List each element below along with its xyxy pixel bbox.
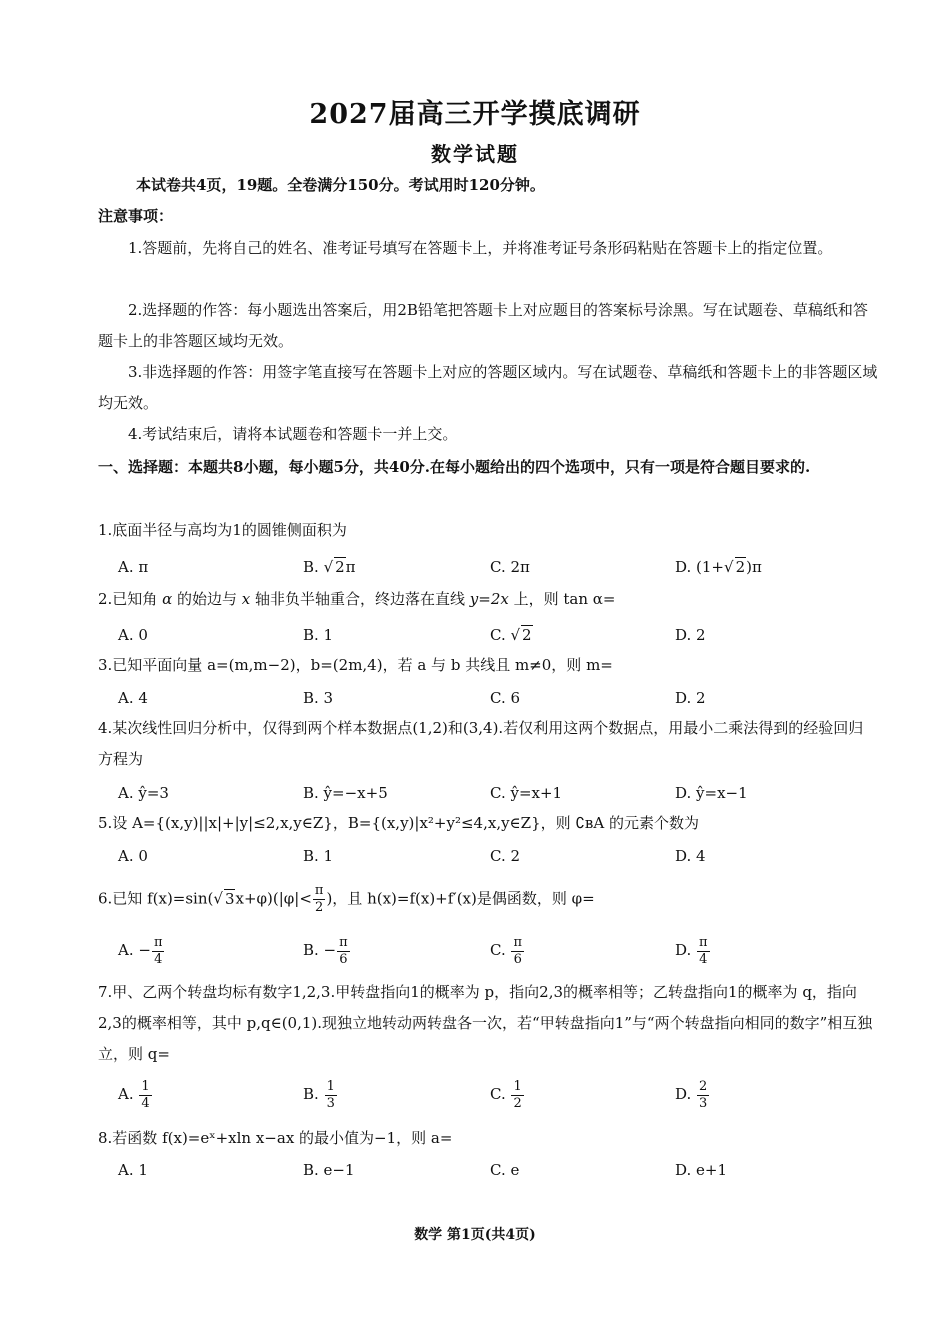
option-c xyxy=(490,934,525,968)
option-a xyxy=(118,1078,153,1112)
option-c: C. 2 xyxy=(490,847,521,865)
stem-text: 上，则 tan α= xyxy=(508,590,616,608)
question-1-stem: 1.底面半径与高均为1的圆锥侧面积为 xyxy=(98,521,347,539)
fraction xyxy=(139,1079,151,1112)
notice-item-4: 4.考试结束后，请将本试题卷和答题卡一并上交。 xyxy=(128,425,458,443)
notice-heading: 注意事项： xyxy=(98,207,174,225)
sqrt-radicand: 2 xyxy=(735,558,746,576)
fraction xyxy=(511,935,524,968)
question-2-stem xyxy=(98,584,878,615)
stem-text: 的始边与 xyxy=(172,590,242,608)
option-c: C. ŷ=x+1 xyxy=(490,784,563,802)
fraction xyxy=(697,1079,709,1112)
option-letter: B. xyxy=(303,558,324,576)
question-5-options xyxy=(118,840,878,872)
option-d: D. 4 xyxy=(675,847,706,865)
option-b: B. ŷ=−x+5 xyxy=(303,784,388,802)
option-b xyxy=(303,934,351,968)
option-letter: B. xyxy=(303,1085,324,1103)
question-7-stem: 7.甲、乙两个转盘均标有数字1,2,3.甲转盘指向1的概率为 p，指向2,3的概率相等；乙转盘指向1的概率为 q，指向2,3的概率相等，其中 p,q∈(0,1).现独立地转动两转盘各一次，若“甲转盘指向1”与“两个转盘指向相同的数字”相互独立，则 q= xyxy=(98,983,873,1063)
option-a: A. 1 xyxy=(118,1161,148,1179)
option-a: A. π xyxy=(118,558,149,576)
question-4-options xyxy=(118,777,878,809)
fraction-denominator: 4 xyxy=(141,1095,150,1111)
fraction-numerator: π xyxy=(314,883,324,898)
fraction-numerator: π xyxy=(699,934,708,950)
stem-var: y=2x xyxy=(469,590,509,608)
fraction xyxy=(152,935,165,968)
fraction-numerator: 2 xyxy=(699,1078,708,1094)
fraction-denominator: 4 xyxy=(699,951,708,967)
exam-info: 本试卷共4页，19题。全卷满分150分。考试用时120分钟。 xyxy=(136,176,545,194)
fraction-denominator: 3 xyxy=(699,1095,708,1111)
option-letter: D. xyxy=(675,1085,697,1103)
option-letter: D. xyxy=(675,941,697,959)
fraction xyxy=(313,883,326,916)
fraction-denominator: 2 xyxy=(513,1095,522,1111)
stem-text: 2.已知角 xyxy=(98,590,163,608)
option-b: B. 1 xyxy=(303,847,334,865)
fraction xyxy=(511,1079,523,1112)
question-6-options xyxy=(118,934,878,970)
option-a: A. ŷ=3 xyxy=(118,784,169,802)
question-8-options xyxy=(118,1154,878,1186)
notice-item-3: 3.非选择题的作答：用签字笔直接写在答题卡上对应的答题区域内。写在试题卷、草稿纸和答题卡上的非答题区域均无效。 xyxy=(98,363,878,412)
option-letter: B. − xyxy=(303,941,337,959)
option-b xyxy=(303,1078,338,1112)
fraction xyxy=(325,1079,337,1112)
fraction-denominator: 6 xyxy=(339,951,348,967)
option-a: A. 4 xyxy=(118,689,148,707)
option-letter: A. xyxy=(118,1085,139,1103)
question-3-stem: 3.已知平面向量 a=(m,m−2)，b=(2m,4)，若 a 与 b 共线且 m≠0，则 m= xyxy=(98,656,613,674)
option-letter: C. xyxy=(490,1085,511,1103)
option-d xyxy=(675,1078,710,1112)
fraction-numerator: π xyxy=(153,934,163,950)
option-d xyxy=(675,934,711,968)
option-b: B. 1 xyxy=(303,626,334,644)
option-d: D. (1+√ 2)π xyxy=(675,558,762,576)
option-a: A. 0 xyxy=(118,626,148,644)
fraction-denominator: 2 xyxy=(315,900,324,915)
fraction-numerator: 1 xyxy=(141,1078,150,1094)
section-title: 一、选择题：本题共8小题，每小题5分，共40分.在每小题给出的四个选项中，只有一项是符合题目要求的. xyxy=(98,458,811,476)
option-d: D. 2 xyxy=(675,689,706,707)
option-letter: C. xyxy=(490,626,511,644)
question-6-stem: 6.已知 f(x)=sin(√ 3x+φ)(|φ|< $\frac{\pi}{2}$ )，且 h(x)=f(x)+f′(x)是偶函数，则 φ= xyxy=(98,883,595,915)
option-b: B. 3 xyxy=(303,689,334,707)
option-d: D. 2 xyxy=(675,626,706,644)
option-c: C. 6 xyxy=(490,689,521,707)
question-1-options xyxy=(118,551,878,583)
sqrt-radicand: 3 xyxy=(224,889,235,908)
fraction-denominator: 6 xyxy=(513,951,522,967)
question-3-options xyxy=(118,682,878,714)
fraction-numerator: π xyxy=(513,934,523,950)
option-value: π xyxy=(345,558,356,576)
fraction xyxy=(697,935,710,968)
stem-text: )，且 h(x)=f(x)+f′(x)是偶函数，则 φ= xyxy=(326,889,595,908)
option-c: C. √ 2 xyxy=(490,626,532,644)
question-2-options xyxy=(118,619,878,651)
notice-item-1: 1.答题前，先将自己的姓名、准考证号填写在答题卡上，并将准考证号条形码粘贴在答题卡上的指定位置。 xyxy=(128,239,833,257)
option-d: D. ŷ=x−1 xyxy=(675,784,748,802)
sqrt-radicand: 2 xyxy=(335,558,345,576)
notice-item-2: 2.选择题的作答：每小题选出答案后，用2B铅笔把答题卡上对应题目的答案标号涂黑。写在试题卷、草稿纸和答题卡上的非答题区域均无效。 xyxy=(98,301,868,350)
fraction-denominator: 3 xyxy=(326,1095,335,1111)
option-b: B. √ 2π xyxy=(303,558,356,576)
stem-text: x+φ)(|φ|< xyxy=(235,889,312,908)
option-letter: C. xyxy=(490,941,511,959)
stem-var: x xyxy=(241,590,251,608)
option-letter: A. − xyxy=(118,941,151,959)
option-d: D. e+1 xyxy=(675,1161,728,1179)
option-c: C. 2π xyxy=(490,558,530,576)
page-footer: 数学 第1页(共4页) xyxy=(414,1227,536,1243)
fraction xyxy=(337,935,350,968)
fraction-denominator: 4 xyxy=(154,951,163,967)
page-title: 2027届高三开学摸底调研 xyxy=(309,99,641,130)
question-8-stem: 8.若函数 f(x)=eˣ+xln x−ax 的最小值为−1，则 a= xyxy=(98,1129,453,1147)
fraction-numerator: 1 xyxy=(326,1078,335,1094)
option-a xyxy=(118,934,165,968)
option-value: D. (1+ xyxy=(675,558,724,576)
stem-text: 6.已知 f(x)=sin( xyxy=(98,889,214,908)
option-b: B. e−1 xyxy=(303,1161,355,1179)
question-5-stem: 5.设 A={(x,y)||x|+|y|≤2,x,y∈Z}，B={(x,y)|x²+y²≤4,x,y∈Z}，则 ∁ʙA 的元素个数为 xyxy=(98,814,699,832)
stem-var: α xyxy=(162,590,173,608)
fraction-numerator: 1 xyxy=(513,1078,522,1094)
option-c xyxy=(490,1078,525,1112)
stem-text: 轴非负半轴重合，终边落在直线 xyxy=(250,590,470,608)
question-4-stem: 4.某次线性回归分析中，仅得到两个样本数据点(1,2)和(3,4).若仅利用这两个数据点，用最小二乘法得到的经验回归方程为 xyxy=(98,719,864,768)
option-c: C. e xyxy=(490,1161,520,1179)
page-subtitle: 数学试题 xyxy=(431,142,519,166)
option-a: A. 0 xyxy=(118,847,148,865)
question-7-options xyxy=(118,1078,878,1114)
sqrt-radicand: 2 xyxy=(522,626,532,644)
option-value: )π xyxy=(746,558,762,576)
fraction-numerator: π xyxy=(339,934,348,950)
